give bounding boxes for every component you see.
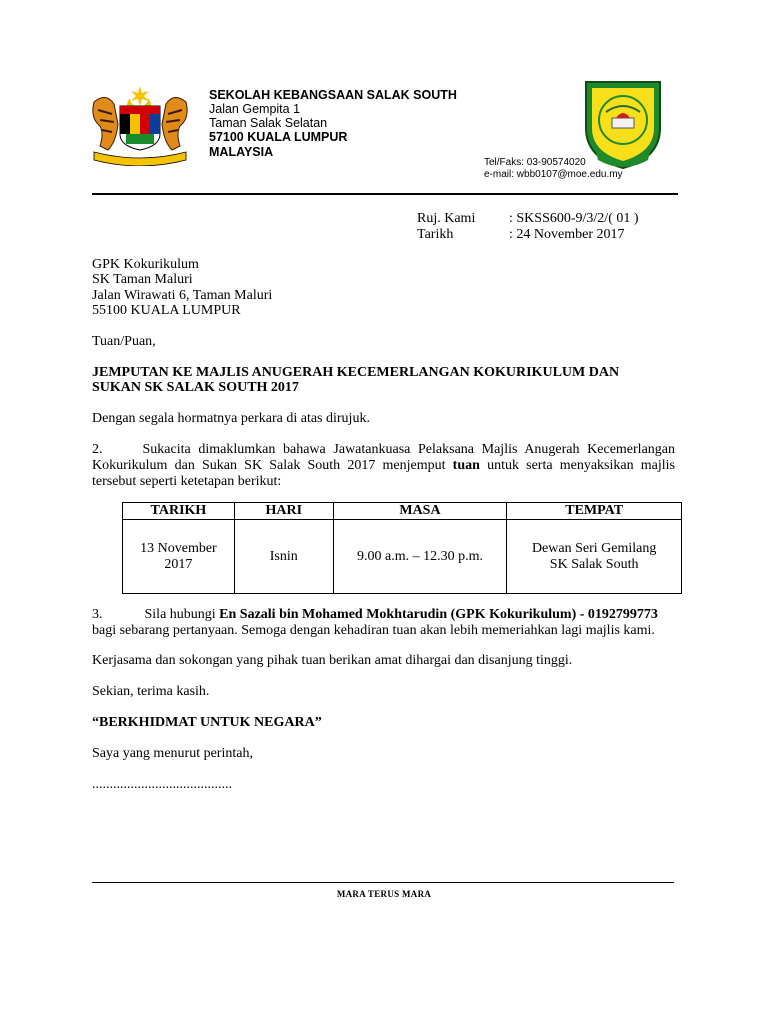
- recipient-line1: GPK Kokurikulum: [92, 257, 199, 272]
- school-name: SEKOLAH KEBANGSAAN SALAK SOUTH: [209, 88, 457, 102]
- footer-motto: MARA TERUS MARA: [336, 889, 432, 899]
- cell-tempat: Dewan Seri Gemilang SK Salak South: [507, 520, 682, 594]
- school-postcode-city: 57100 KUALA LUMPUR: [209, 130, 348, 144]
- paragraph-2-line3: tersebut seperti ketetapan berikut:: [92, 474, 282, 489]
- school-badge-logo: [582, 78, 664, 170]
- date-label: Tarikh: [417, 227, 454, 242]
- subject-line2: SUKAN SK SALAK SOUTH 2017: [92, 380, 299, 395]
- event-details-table: [122, 502, 682, 594]
- motto: “BERKHIDMAT UNTUK NEGARA”: [92, 715, 322, 730]
- paragraph-4: Kerjasama dan sokongan yang pihak tuan berikan amat dihargai dan disanjung tinggi.: [92, 653, 573, 668]
- cell-hari: Isnin: [234, 520, 333, 594]
- paragraph-2-number: 2.: [92, 442, 103, 457]
- school-address-line2: Taman Salak Selatan: [209, 116, 328, 130]
- contact-person: En Sazali bin Mohamed Mokhtarudin (GPK Kokurikulum) - 0192799773: [219, 607, 658, 622]
- paragraph-2-line2: Kokurikulum dan Sukan SK Salak South 2017 menjemput tuan untuk serta menyaksikan majlis: [92, 458, 675, 473]
- school-email: e-mail: wbb0107@moe.edu.my: [484, 169, 623, 180]
- paragraph-1: Dengan segala hormatnya perkara di atas dirujuk.: [92, 411, 370, 426]
- recipient-line2: SK Taman Maluri: [92, 272, 193, 287]
- closing: Sekian, terima kasih.: [92, 684, 210, 699]
- reference-value: : SKSS600-9/3/2/( 01 ): [509, 211, 639, 226]
- paragraph-3-line1: 3. Sila hubungi En Sazali bin Mohamed Mokhtarudin (GPK Kokurikulum) - 0192799773: [92, 607, 658, 622]
- footer-divider: [92, 882, 674, 883]
- school-country: MALAYSIA: [209, 145, 274, 159]
- date-value: : 24 November 2017: [509, 227, 625, 242]
- paragraph-2: [92, 442, 675, 490]
- national-crest-logo: [86, 84, 194, 166]
- school-address-line1: Jalan Gempita 1: [209, 102, 301, 116]
- school-tel-fax: Tel/Faks: 03-90574020: [484, 157, 586, 168]
- header-masa: MASA: [333, 503, 507, 520]
- signature-line: ........................................: [92, 777, 232, 792]
- header-hari: HARI: [234, 503, 333, 520]
- paragraph-3-line2: bagi sebarang pertanyaan. Semoga dengan kehadiran tuan akan lebih memeriahkan lagi majlis kami.: [92, 623, 655, 638]
- salutation: Tuan/Puan,: [92, 334, 156, 349]
- header-tarikh: TARIKH: [123, 503, 235, 520]
- recipient-line3: Jalan Wirawati 6, Taman Maluri: [92, 288, 273, 303]
- recipient-line4: 55100 KUALA LUMPUR: [92, 303, 241, 318]
- paragraph-2-bold-word: tuan: [452, 458, 480, 473]
- subject-line1: JEMPUTAN KE MAJLIS ANUGERAH KECEMERLANGAN KOKURIKULUM DAN: [92, 365, 620, 380]
- paragraph-2-line1: 2. Sukacita dimaklumkan bahawa Jawatankuasa Pelaksana Majlis Anugerah Kecemerlangan: [92, 442, 675, 457]
- reference-label: Ruj. Kami: [417, 211, 476, 226]
- table-row: [123, 520, 682, 594]
- cell-tarikh: 13 November 2017: [123, 520, 235, 594]
- table-header-row: [123, 503, 682, 520]
- cell-masa: 9.00 a.m. – 12.30 p.m.: [333, 520, 507, 594]
- letterhead-divider: [92, 193, 678, 195]
- paragraph-3-number: 3.: [92, 607, 103, 622]
- header-tempat: TEMPAT: [507, 503, 682, 520]
- signoff: Saya yang menurut perintah,: [92, 746, 253, 761]
